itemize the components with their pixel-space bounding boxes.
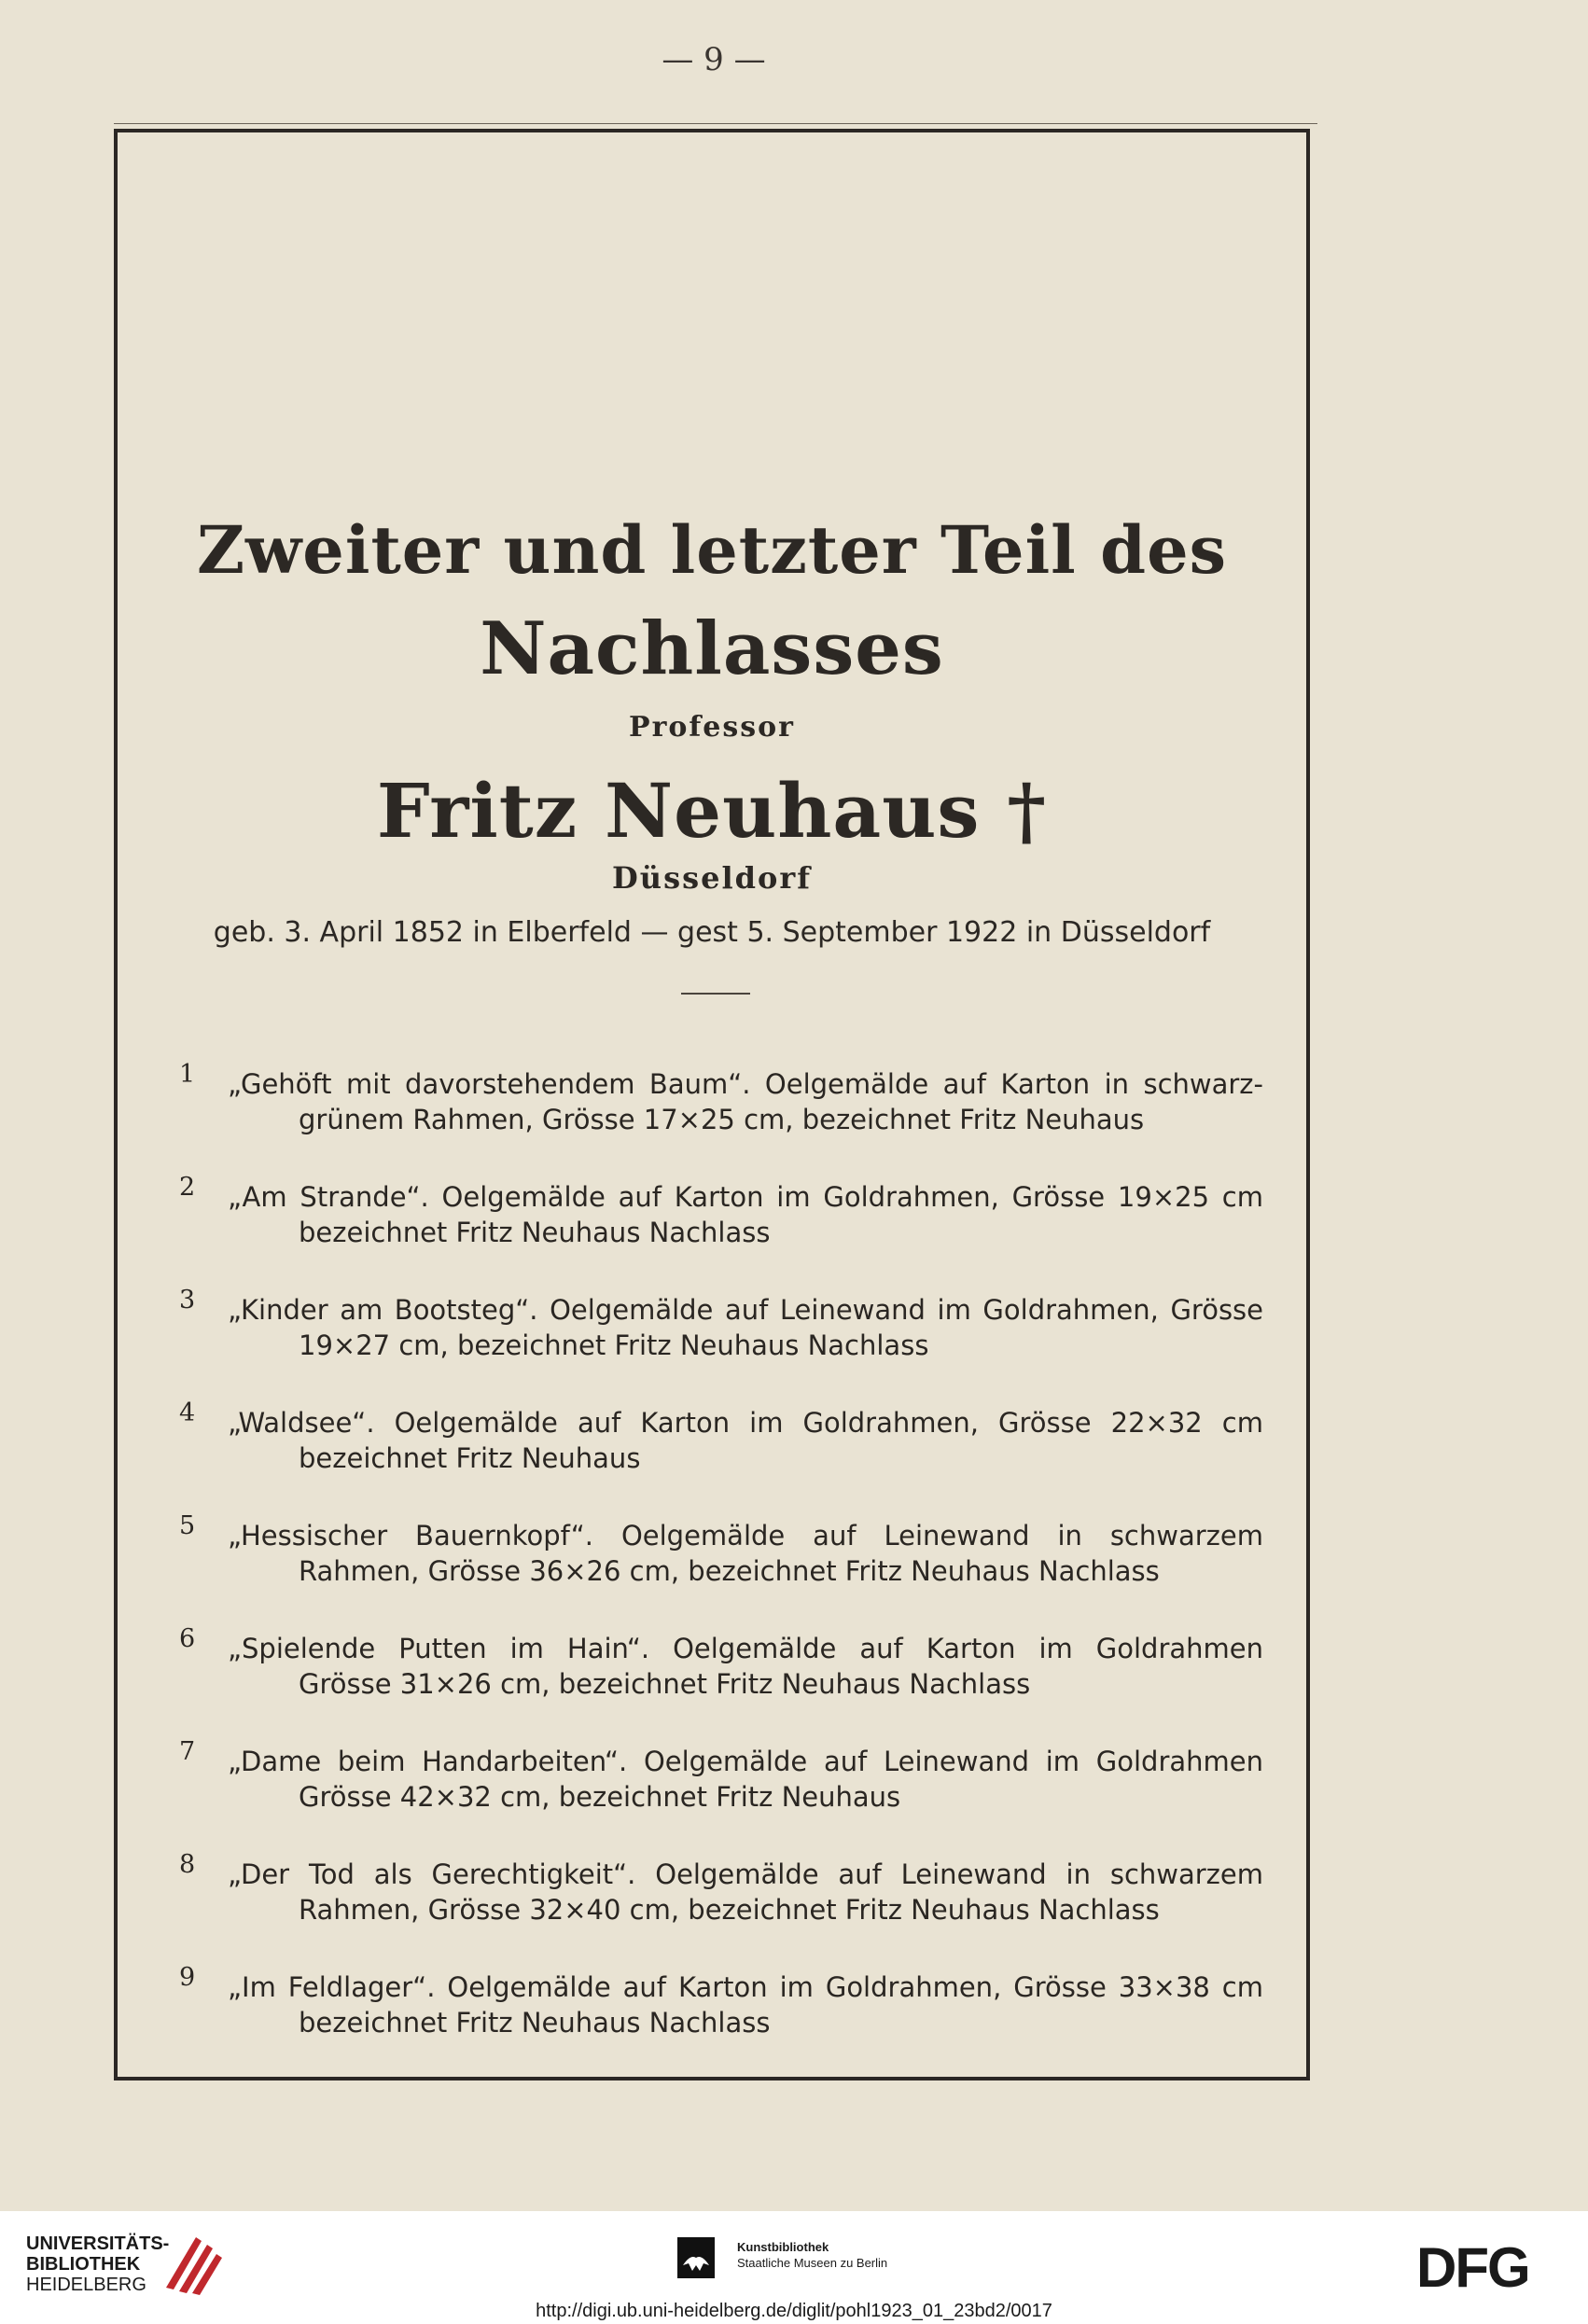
ub-logo-line-2: BIBLIOTHEK <box>26 2254 141 2275</box>
list-item <box>170 1059 1271 1172</box>
item-description: „Am Strande“. Oelgemälde auf Karton im Goldrahmen, Grösse 19×25 cm <box>228 1181 1263 1213</box>
item-number: 4 <box>179 1399 196 1427</box>
title-line-1: Zweiter und letzter Teil des <box>196 511 1228 589</box>
title-line-5: Düsseldorf <box>612 860 812 896</box>
item-number: 7 <box>179 1737 196 1766</box>
list-item <box>170 1172 1271 1285</box>
item-list <box>170 1059 1271 2075</box>
item-description: „Der Tod als Gerechtigkeit“. Oelgemälde auf Leinewand in schwarzem <box>228 1858 1263 1890</box>
item-description: „Dame beim Handarbeiten“. Oelgemälde auf Leinewand im Goldrahmen <box>228 1746 1263 1777</box>
list-item <box>170 1623 1271 1736</box>
ub-heidelberg-logo-icon <box>159 2232 226 2299</box>
list-item <box>170 1736 1271 1849</box>
item-description-continued: bezeichnet Fritz Neuhaus Nachlass <box>299 2007 771 2039</box>
item-description-continued: Rahmen, Grösse 36×26 cm, bezeichnet Fritz Neuhaus Nachlass <box>299 1555 1160 1587</box>
ub-logo-line-3: HEIDELBERG <box>26 2275 146 2295</box>
ub-heidelberg-logo[interactable] <box>26 2234 169 2295</box>
item-number: 5 <box>179 1511 196 1540</box>
life-dates: geb. 3. April 1852 in Elberfeld — gest 5. September 1922 in Düsseldorf <box>213 916 1211 949</box>
kunstbibliothek-eagle-icon <box>677 2237 715 2278</box>
source-url[interactable]: http://digi.ub.uni-heidelberg.de/diglit/pohl1923_01_23bd2/0017 <box>536 2301 1052 2321</box>
item-description-continued: 19×27 cm, bezeichnet Fritz Neuhaus Nachlass <box>299 1329 929 1361</box>
ub-logo-line-1: UNIVERSITÄTS- <box>26 2234 170 2254</box>
item-number: 2 <box>179 1173 196 1202</box>
item-number: 8 <box>179 1850 196 1879</box>
item-description: „Kinder am Bootsteg“. Oelgemälde auf Leinewand im Goldrahmen, Grösse <box>228 1294 1263 1326</box>
item-description: „Waldsee“. Oelgemälde auf Karton im Goldrahmen, Grösse 22×32 cm <box>228 1407 1263 1439</box>
item-description-continued: bezeichnet Fritz Neuhaus <box>299 1442 641 1474</box>
list-item <box>170 1510 1271 1623</box>
list-item <box>170 1962 1271 2075</box>
kb-line-1: Kunstbibliothek <box>737 2240 829 2254</box>
divider <box>681 993 750 995</box>
item-description-continued: Rahmen, Grösse 32×40 cm, bezeichnet Fritz Neuhaus Nachlass <box>299 1894 1160 1926</box>
item-number: 9 <box>179 1963 196 1992</box>
item-number: 3 <box>179 1286 196 1315</box>
title-line-2: Nachlasses <box>480 606 944 691</box>
list-item <box>170 1398 1271 1510</box>
item-description: „Im Feldlager“. Oelgemälde auf Karton im Goldrahmen, Grösse 33×38 cm <box>228 1971 1263 2003</box>
item-description-continued: Grösse 42×32 cm, bezeichnet Fritz Neuhaus <box>299 1781 901 1813</box>
list-item <box>170 1285 1271 1398</box>
item-description: „Hessischer Bauernkopf“. Oelgemälde auf Leinewand in schwarzem <box>228 1520 1263 1552</box>
kb-line-2: Staatliche Museen zu Berlin <box>737 2256 888 2270</box>
title-line-3: Professor <box>629 711 795 744</box>
item-description-continued: bezeichnet Fritz Neuhaus Nachlass <box>299 1217 771 1248</box>
item-number: 6 <box>179 1624 196 1653</box>
item-description: „Gehöft mit davorstehendem Baum“. Oelgemälde auf Karton in schwarz- <box>228 1068 1263 1100</box>
item-description-continued: Grösse 31×26 cm, bezeichnet Fritz Neuhaus Nachlass <box>299 1668 1031 1700</box>
list-item <box>170 1849 1271 1962</box>
title-line-4: Fritz Neuhaus † <box>376 767 1048 855</box>
dfg-logo[interactable]: DFG <box>1416 2236 1529 2299</box>
footer-bar <box>0 2211 1588 2324</box>
kunstbibliothek-logo-text[interactable] <box>737 2239 887 2271</box>
page-number: — 9 — <box>662 41 766 78</box>
item-number: 1 <box>179 1060 196 1089</box>
item-description: „Spielende Putten im Hain“. Oelgemälde auf Karton im Goldrahmen <box>228 1633 1263 1664</box>
item-description-continued: grünem Rahmen, Grösse 17×25 cm, bezeichnet Fritz Neuhaus <box>299 1104 1145 1135</box>
